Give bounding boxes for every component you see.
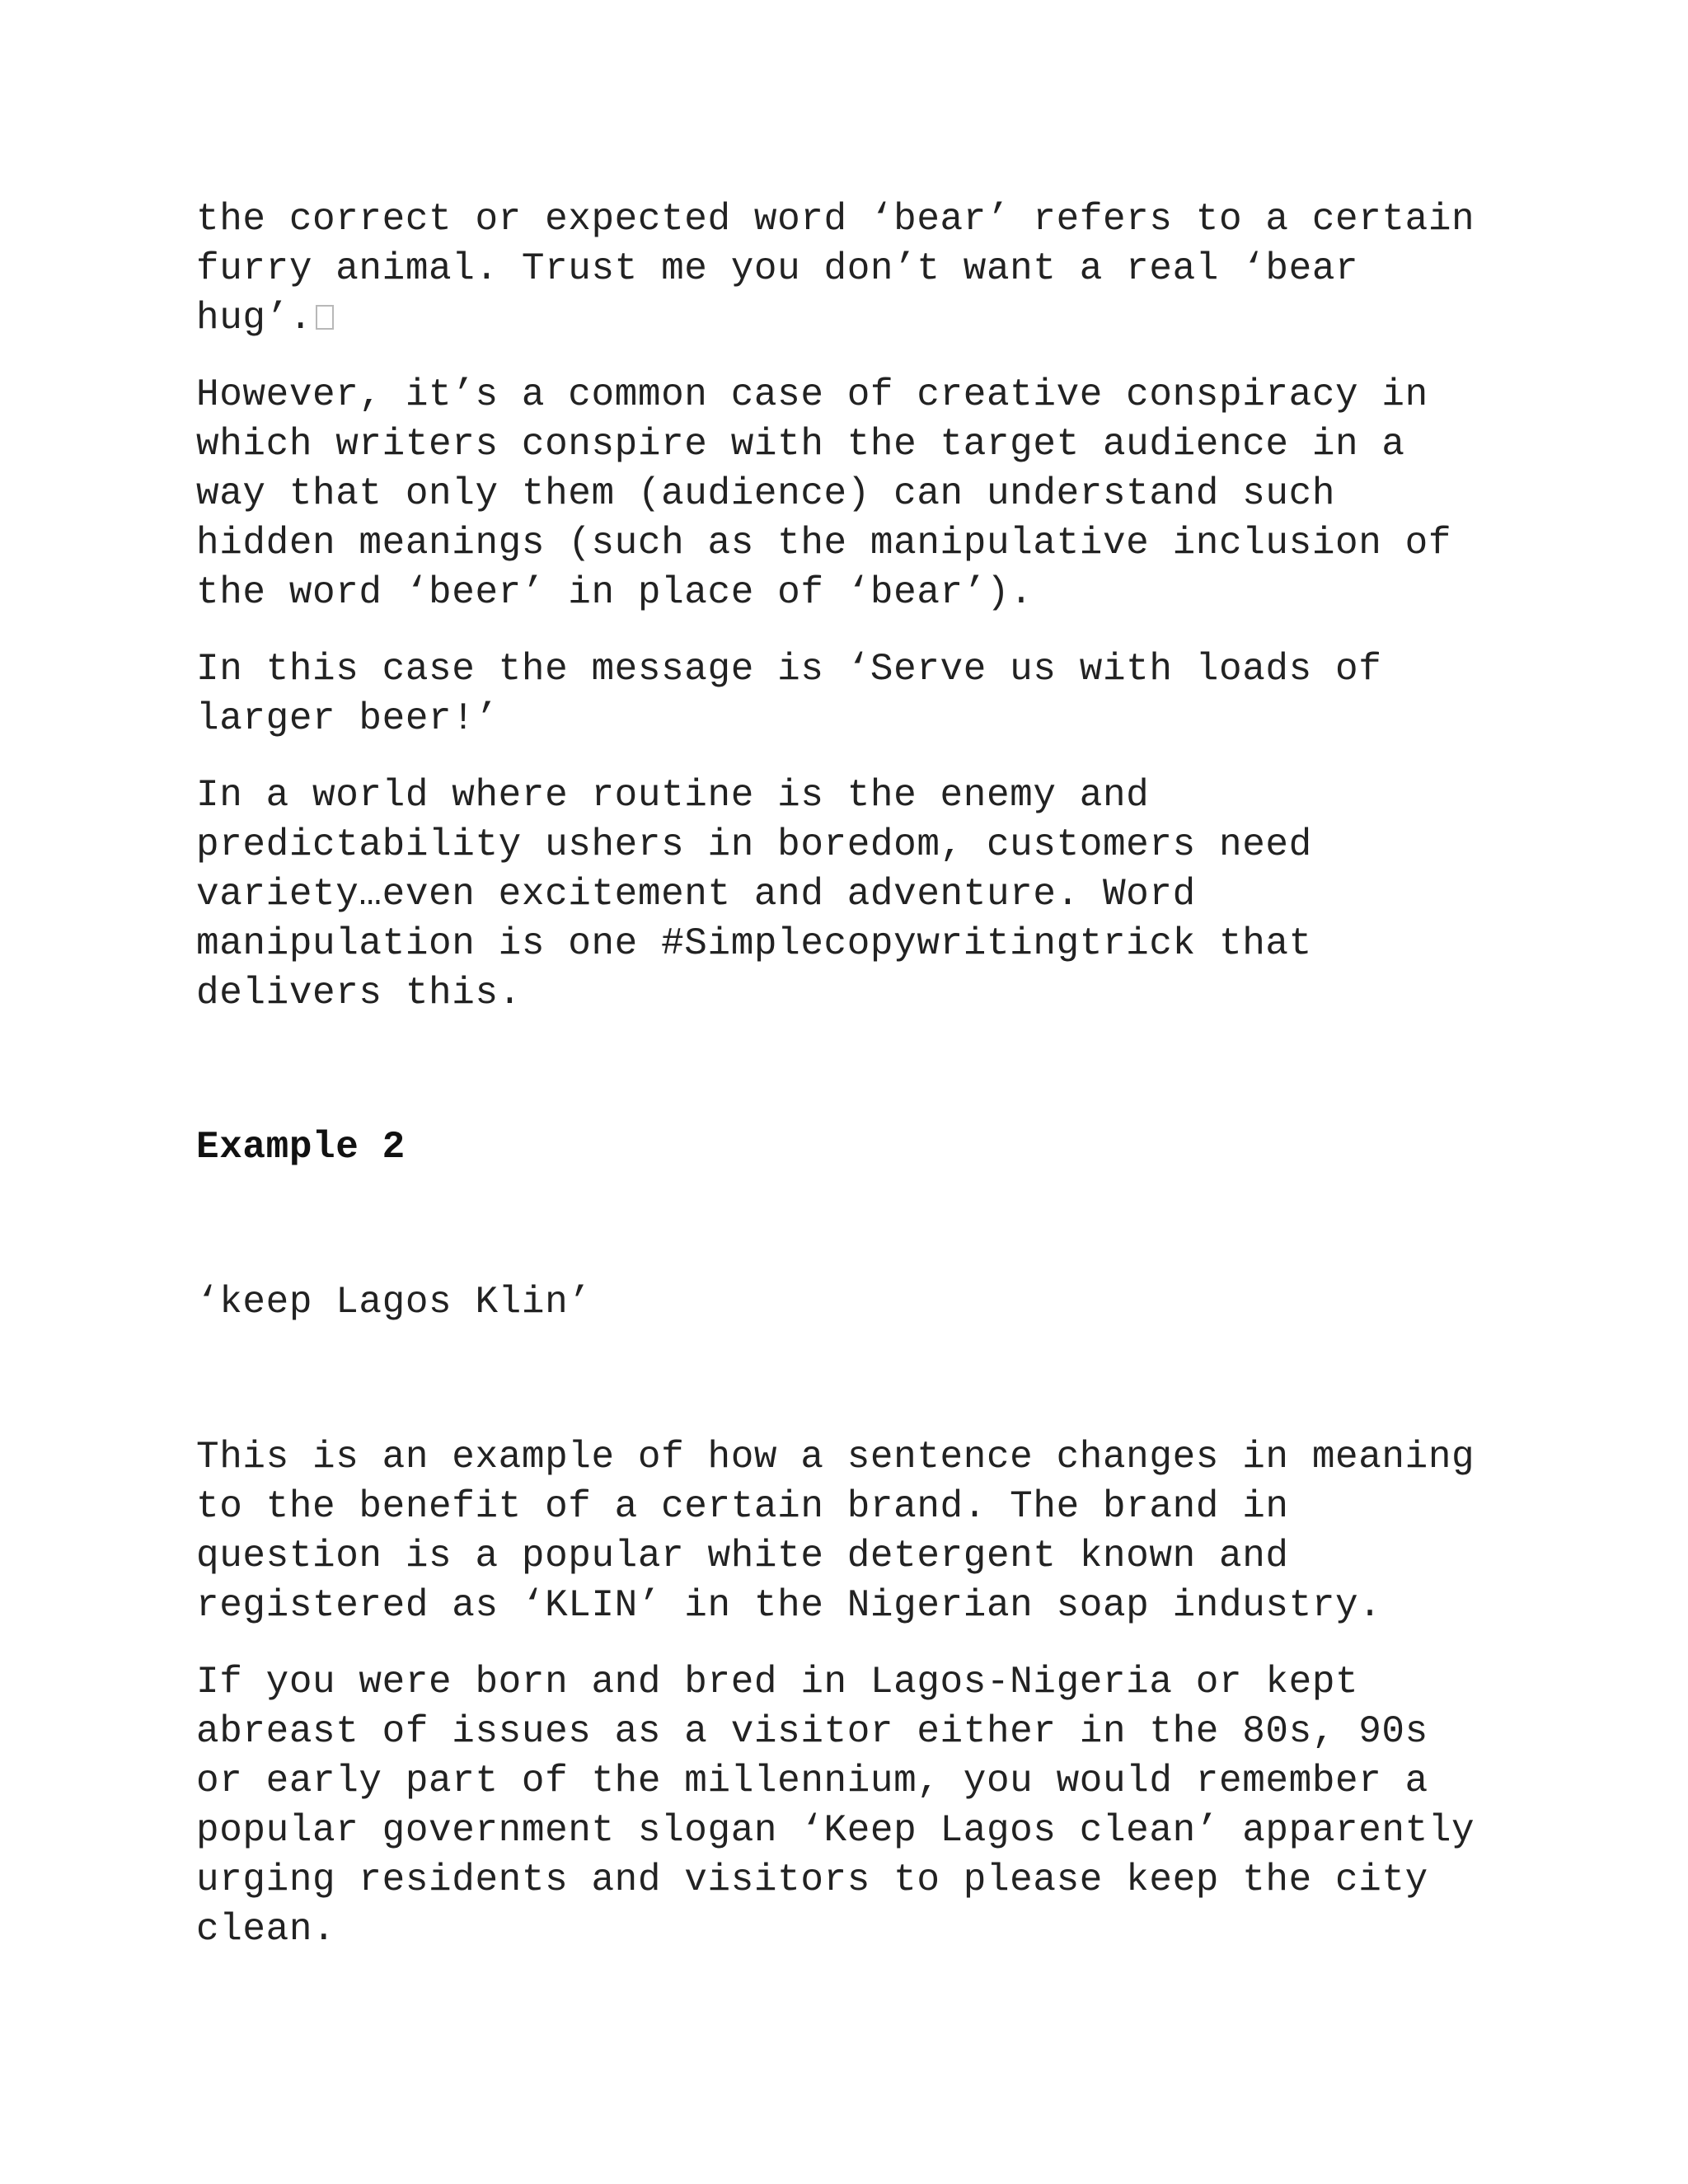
missing-glyph-icon [316, 305, 334, 330]
section-heading: Example 2 [196, 1126, 406, 1169]
paragraph-bear-hug [196, 194, 1531, 343]
line: However, it’s a common case of creative conspiracy in [196, 373, 1428, 416]
line: the word ‘beer’ in place of ‘bear’). [196, 571, 1034, 614]
slogan-text: ‘keep Lagos Klin’ [196, 1281, 592, 1324]
line: abreast of issues as a visitor either in the 80s, 90s [196, 1710, 1428, 1753]
line: variety…even excitement and adventure. Word [196, 873, 1196, 916]
line: registered as ‘KLIN’ in the Nigerian soap industry. [196, 1584, 1382, 1627]
line: If you were born and bred in Lagos-Nigeria or kept [196, 1661, 1359, 1704]
paragraph-routine [196, 771, 1531, 1018]
line: clean. [196, 1908, 336, 1951]
line: furry animal. Trust me you don’t want a real ‘bear [196, 247, 1359, 290]
line: the correct or expected word ‘bear’ refers to a certain [196, 198, 1475, 241]
line: to the benefit of a certain brand. The brand in [196, 1485, 1289, 1528]
line: question is a popular white detergent known and [196, 1535, 1289, 1577]
line: popular government slogan ‘Keep Lagos clean’ apparently [196, 1809, 1475, 1852]
line: delivers this. [196, 972, 522, 1015]
line: hidden meanings (such as the manipulative inclusion of [196, 522, 1452, 565]
line: way that only them (audience) can understand such [196, 472, 1336, 515]
line: larger beer!’ [196, 697, 499, 740]
line: In this case the message is ‘Serve us with loads of [196, 648, 1382, 691]
line: hug’. [196, 297, 313, 340]
paragraph-creative-conspiracy [196, 370, 1531, 617]
line: or early part of the millennium, you would remember a [196, 1760, 1428, 1802]
paragraph-sentence-meaning [196, 1432, 1531, 1630]
line: In a world where routine is the enemy and [196, 774, 1150, 817]
line: which writers conspire with the target audience in a [196, 423, 1405, 466]
line: manipulation is one #Simplecopywritingtrick that [196, 922, 1312, 965]
line: predictability ushers in boredom, customers need [196, 823, 1312, 866]
line: This is an example of how a sentence changes in meaning [196, 1436, 1475, 1479]
document-page [196, 194, 1531, 1954]
paragraph-lagos-slogan [196, 1657, 1531, 1954]
line: urging residents and visitors to please keep the city [196, 1858, 1428, 1901]
paragraph-message [196, 644, 1531, 743]
